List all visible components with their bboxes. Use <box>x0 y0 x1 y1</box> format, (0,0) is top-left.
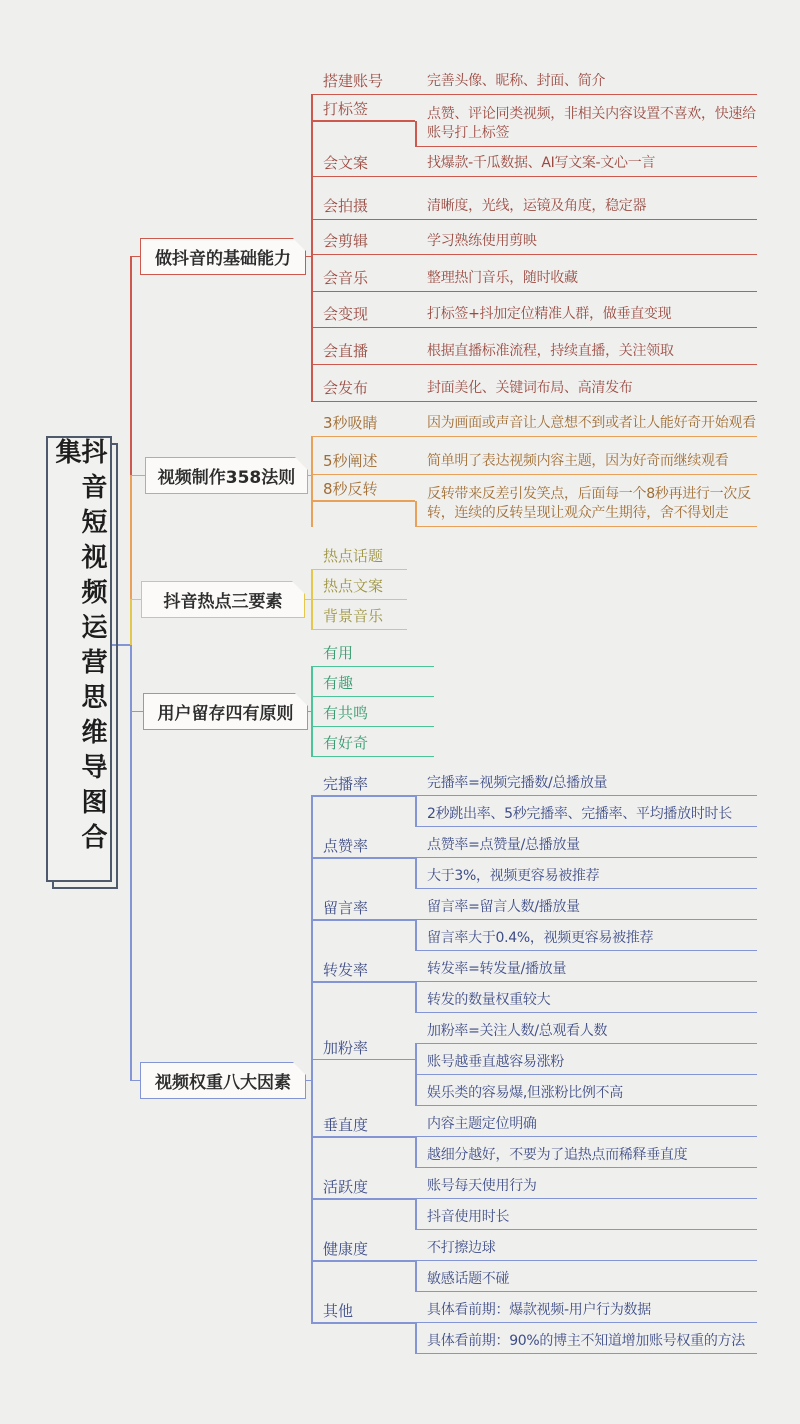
child-node[interactable]: 有共鸣 <box>311 697 434 727</box>
factor-group <box>311 951 757 1013</box>
branch-label: 视频权重八大因素 <box>155 1073 291 1093</box>
child-node[interactable]: 搭建账号 <box>311 70 415 95</box>
child-row <box>311 475 757 527</box>
child-row <box>311 147 757 177</box>
fold-corner-icon <box>292 581 305 594</box>
child-node[interactable]: 5秒阐述 <box>311 450 415 475</box>
child-node[interactable]: 垂直度 <box>311 1106 415 1168</box>
leaf-node[interactable]: 加粉率=关注人数/总观看人数 <box>415 1013 757 1044</box>
leaf-node[interactable]: 简单明了表达视频内容主题，因为好奇而继续观看 <box>415 452 757 475</box>
leaf-group <box>415 951 757 1013</box>
child-node[interactable]: 其他 <box>311 1292 415 1354</box>
leaf-node[interactable]: 整理热门音乐，随时收藏 <box>415 269 757 292</box>
fold-corner-icon <box>293 238 306 251</box>
children-retention <box>311 637 434 757</box>
branch-node-basics[interactable] <box>140 238 306 275</box>
child-node[interactable]: 转发率 <box>311 951 415 1013</box>
child-row <box>311 95 757 147</box>
leaf-node[interactable]: 因为画面或声音让人意想不到或者让人能好奇开始观看 <box>415 414 757 437</box>
leaf-node[interactable]: 抖音使用时长 <box>415 1199 757 1230</box>
branch-node-weight-factors[interactable] <box>140 1062 306 1099</box>
leaf-node[interactable]: 完播率=视频完播数/总播放量 <box>415 765 757 796</box>
child-row <box>311 220 757 255</box>
fold-corner-icon <box>295 693 308 706</box>
child-node[interactable]: 8秒反转 <box>311 475 415 527</box>
leaf-node[interactable]: 学习熟练使用剪映 <box>415 232 757 255</box>
leaf-node[interactable]: 封面美化、关键词布局、高清发布 <box>415 379 757 402</box>
branch-node-358-rule[interactable] <box>145 457 308 494</box>
branch-node-hotspot[interactable] <box>141 581 305 618</box>
leaf-node[interactable]: 反转带来反差引发笑点，后面每一个8秒再进行一次反转，连续的反转呈现让观众产生期待，舍不得划走 <box>415 475 757 527</box>
children-weight-factors <box>311 765 757 1354</box>
child-node[interactable]: 会拍摄 <box>311 195 415 220</box>
fold-corner-icon <box>293 1062 306 1075</box>
leaf-group <box>415 1013 757 1106</box>
leaf-node[interactable]: 留言率大于0.4%，视频更容易被推荐 <box>415 920 757 951</box>
factor-group <box>311 1013 757 1106</box>
connector-trunk-yellow <box>130 600 132 645</box>
leaf-group <box>415 765 757 827</box>
child-node[interactable]: 会发布 <box>311 377 415 402</box>
connector-trunk-red <box>130 256 132 476</box>
child-node[interactable]: 会文案 <box>311 152 415 177</box>
child-node[interactable]: 会直播 <box>311 340 415 365</box>
leaf-node[interactable]: 清晰度，光线，运镜及角度，稳定器 <box>415 197 757 220</box>
leaf-group <box>415 1230 757 1292</box>
child-node[interactable]: 会音乐 <box>311 267 415 292</box>
leaf-node[interactable]: 2秒跳出率、5秒完播率、完播率、平均播放时时长 <box>415 796 757 827</box>
leaf-group <box>415 1292 757 1354</box>
branch-label: 做抖音的基础能力 <box>155 249 291 269</box>
child-row <box>311 177 757 220</box>
child-row <box>311 62 757 95</box>
leaf-node[interactable]: 完善头像、昵称、封面、简介 <box>415 72 757 95</box>
leaf-node[interactable]: 娱乐类的容易爆,但涨粉比例不高 <box>415 1075 757 1106</box>
leaf-node[interactable]: 敏感话题不碰 <box>415 1261 757 1292</box>
leaf-node[interactable]: 留言率=留言人数/播放量 <box>415 889 757 920</box>
children-hotspot <box>311 540 407 630</box>
child-node[interactable]: 完播率 <box>311 765 415 827</box>
child-node[interactable]: 会剪辑 <box>311 230 415 255</box>
leaf-node[interactable]: 大于3%，视频更容易被推荐 <box>415 858 757 889</box>
leaf-node[interactable]: 根据直播标准流程，持续直播，关注领取 <box>415 342 757 365</box>
connector-stub-green <box>130 711 144 713</box>
child-node[interactable]: 加粉率 <box>311 1013 415 1106</box>
factor-group <box>311 1292 757 1354</box>
child-node[interactable]: 3秒吸睛 <box>311 412 415 437</box>
factor-group <box>311 765 757 827</box>
child-row <box>311 437 757 475</box>
child-row <box>311 292 757 328</box>
leaf-node[interactable]: 点赞、评论同类视频，非相关内容设置不喜欢，快速给账号打上标签 <box>415 95 757 147</box>
child-node[interactable]: 有趣 <box>311 667 434 697</box>
child-node[interactable]: 热点话题 <box>311 540 407 570</box>
leaf-node[interactable]: 账号每天使用行为 <box>415 1168 757 1199</box>
root-title: 抖音短视频运营思维导图合集 <box>51 438 107 858</box>
fold-corner-icon <box>295 457 308 470</box>
leaf-node[interactable]: 越细分越好，不要为了追热点而稀释垂直度 <box>415 1137 757 1168</box>
leaf-node[interactable]: 具体看前期：90%的博主不知道增加账号权重的方法 <box>415 1323 757 1354</box>
branch-label: 视频制作358法则 <box>157 468 296 488</box>
child-row <box>311 255 757 292</box>
leaf-node[interactable]: 找爆款-千瓜数据、AI写文案-文心一言 <box>415 154 757 177</box>
branch-node-retention[interactable] <box>143 693 308 730</box>
factor-group <box>311 827 757 889</box>
factor-group <box>311 1106 757 1168</box>
child-node[interactable]: 健康度 <box>311 1230 415 1292</box>
root-node[interactable] <box>46 436 112 882</box>
branch-label: 用户留存四有原则 <box>157 704 294 724</box>
child-node[interactable]: 有好奇 <box>311 727 434 757</box>
child-row <box>311 328 757 365</box>
child-node[interactable]: 打标签 <box>311 95 415 147</box>
leaf-node[interactable]: 点赞率=点赞量/总播放量 <box>415 827 757 858</box>
factor-group <box>311 1168 757 1230</box>
branch-label: 抖音热点三要素 <box>163 592 283 612</box>
child-row <box>311 365 757 402</box>
leaf-group <box>415 1106 757 1168</box>
child-node[interactable]: 热点文案 <box>311 570 407 600</box>
leaf-node[interactable]: 转发率=转发量/播放量 <box>415 951 757 982</box>
child-node[interactable]: 背景音乐 <box>311 600 407 630</box>
factor-group <box>311 889 757 951</box>
leaf-group <box>415 827 757 889</box>
children-basics <box>311 62 757 402</box>
leaf-node[interactable]: 不打擦边球 <box>415 1230 757 1261</box>
leaf-node[interactable]: 具体看前期：爆款视频-用户行为数据 <box>415 1292 757 1323</box>
leaf-node[interactable]: 内容主题定位明确 <box>415 1106 757 1137</box>
leaf-node[interactable]: 转发的数量权重较大 <box>415 982 757 1013</box>
factor-group <box>311 1230 757 1292</box>
child-row <box>311 404 757 437</box>
child-node[interactable]: 活跃度 <box>311 1168 415 1230</box>
connector-trunk-orange <box>130 476 132 600</box>
leaf-group <box>415 1168 757 1230</box>
child-node[interactable]: 点赞率 <box>311 827 415 889</box>
children-358-rule <box>311 404 757 527</box>
child-node[interactable]: 留言率 <box>311 889 415 951</box>
child-node[interactable]: 会变现 <box>311 303 415 328</box>
leaf-group <box>415 889 757 951</box>
child-node[interactable]: 有用 <box>311 637 434 667</box>
leaf-node[interactable]: 打标签+抖加定位精准人群，做垂直变现 <box>415 305 757 328</box>
leaf-node[interactable]: 账号越垂直越容易涨粉 <box>415 1044 757 1075</box>
connector-stub-orange <box>130 475 146 477</box>
